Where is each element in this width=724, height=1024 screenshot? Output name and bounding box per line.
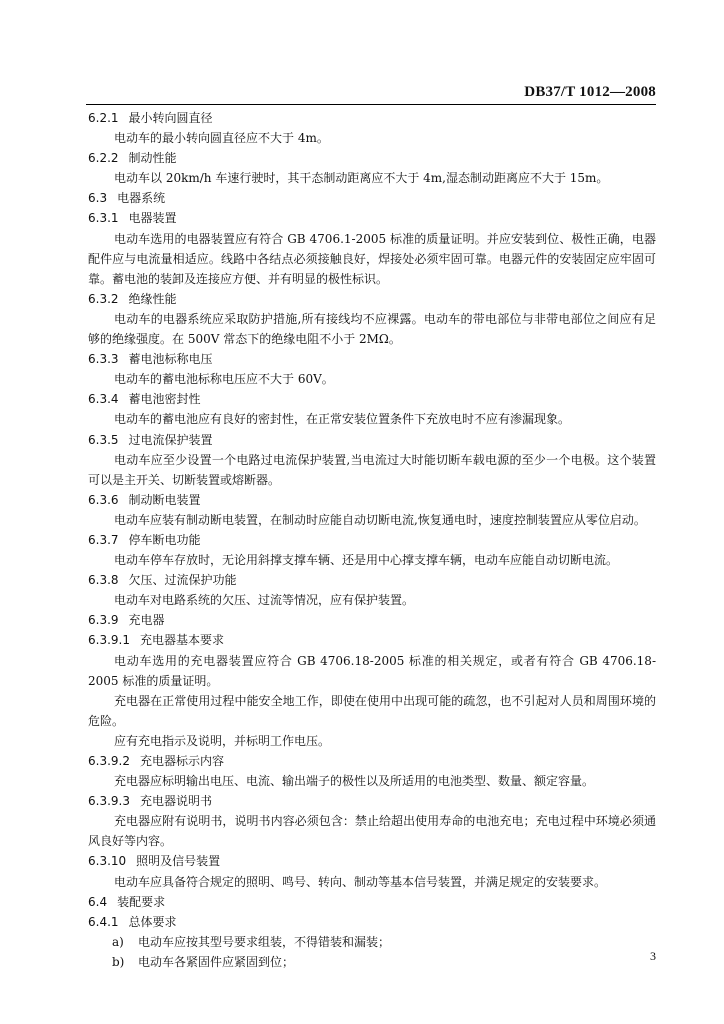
section-heading: 6.3.9.1 充电器基本要求 <box>88 633 224 648</box>
paragraph: 电动车的蓄电池应有良好的密封性，在正常安装位置条件下充放电时不应有渗漏现象。 <box>114 412 571 427</box>
section-heading: 6.3.5 过电流保护装置 <box>88 432 213 447</box>
document-body <box>88 108 656 972</box>
section-heading: 6.3.9.3 充电器说明书 <box>88 794 212 809</box>
paragraph: 电动车停车存放时，无论用斜撑支撑车辆、还是用中心撑支撑车辆，电动车应能自动切断电流。 <box>114 553 619 568</box>
section-heading: 6.3.4 蓄电池密封性 <box>88 392 201 407</box>
section-heading: 6.3.9.2 充电器标示内容 <box>88 754 224 768</box>
section-heading: 6.3.6 制动断电装置 <box>88 492 201 507</box>
section-heading: 6.3.3 蓄电池标称电压 <box>88 352 213 367</box>
paragraph: 电动车对电路系统的欠压、过流等情况，应有保护装置。 <box>114 593 415 608</box>
section-heading: 6.3.7 停车断电功能 <box>88 532 201 547</box>
paragraph: 电动车应至少设置一个电路过电流保护装置,当电流过大时能切断车载电源的至少一个电极。这个装置可以是主开关、切断装置或熔断器。 <box>88 452 656 487</box>
paragraph: 电动车以 20km/h 车速行驶时，其干态制动距离应不大于 4m,湿态制动距离应不大于 15m。 <box>114 171 609 186</box>
section-heading: 6.3.2 绝缘性能 <box>88 291 177 306</box>
list-item: a) 电动车应按其型号要求组装，不得错装和漏装； <box>112 934 391 949</box>
paragraph: 电动车选用的电器装置应有符合 GB 4706.1-2005 标准的质量证明。并应安装到位、极性正确，电器配件应与电流量相适应。线路中各结点必须接触良好，焊接处必须牢固可靠。电器元件的安装固定应牢固可靠。蓄电池的装卸及连接应方便、并有明显的极性标识。 <box>88 231 656 286</box>
paragraph: 充电器应附有说明书，说明书内容必须包含：禁止给超出使用寿命的电池充电；充电过程中环境必须通风良好等内容。 <box>88 814 656 849</box>
section-heading: 6.2.1 最小转向圆直径 <box>88 111 213 125</box>
section-heading: 6.3 电器系统 <box>88 191 166 206</box>
section-heading: 6.3.1 电器装置 <box>88 211 177 226</box>
paragraph: 电动车的电器系统应采取防护措施,所有接线均不应裸露。电动车的带电部位与非带电部位之间应有足够的绝缘强度。在 500V 常态下的绝缘电阻不小于 2MΩ。 <box>88 311 656 347</box>
section-heading: 6.4 装配要求 <box>88 894 166 909</box>
paragraph: 充电器在正常使用过程中能安全地工作，即使在使用中出现可能的疏忽，也不引起对人员和周围环境的危险。 <box>88 693 656 728</box>
paragraph: 电动车应具备符合规定的照明、鸣号、转向、制动等基本信号装置，并满足规定的安装要求。 <box>114 874 607 889</box>
page-number: 3 <box>650 949 656 963</box>
section-heading: 6.3.10 照明及信号装置 <box>88 854 221 869</box>
section-heading: 6.3.9 充电器 <box>88 613 165 628</box>
section-heading: 6.2.2 制动性能 <box>88 151 177 166</box>
paragraph: 充电器应标明输出电压、电流、输出端子的极性以及所适用的电池类型、数量、额定容量。 <box>114 774 595 789</box>
paragraph: 应有充电指示及说明，并标明工作电压。 <box>114 733 331 748</box>
header-divider <box>86 104 656 105</box>
paragraph: 电动车的蓄电池标称电压应不大于 60V。 <box>114 372 334 387</box>
paragraph: 电动车应装有制动断电装置，在制动时应能自动切断电流,恢复通电时，速度控制装置应从零位启动。 <box>114 512 646 527</box>
section-heading: 6.4.1 总体要求 <box>88 914 177 929</box>
paragraph: 电动车选用的充电器装置应符合 GB 4706.18-2005 标准的相关规定，或者有符合 GB 4706.18-2005 标准的质量证明。 <box>88 653 656 688</box>
paragraph: 电动车的最小转向圆直径应不大于 4m。 <box>114 131 329 146</box>
document-id: DB37/T 1012—2008 <box>524 84 656 100</box>
list-item: b) 电动车各紧固件应紧固到位； <box>112 954 295 969</box>
section-heading: 6.3.8 欠压、过流保护功能 <box>88 573 237 588</box>
